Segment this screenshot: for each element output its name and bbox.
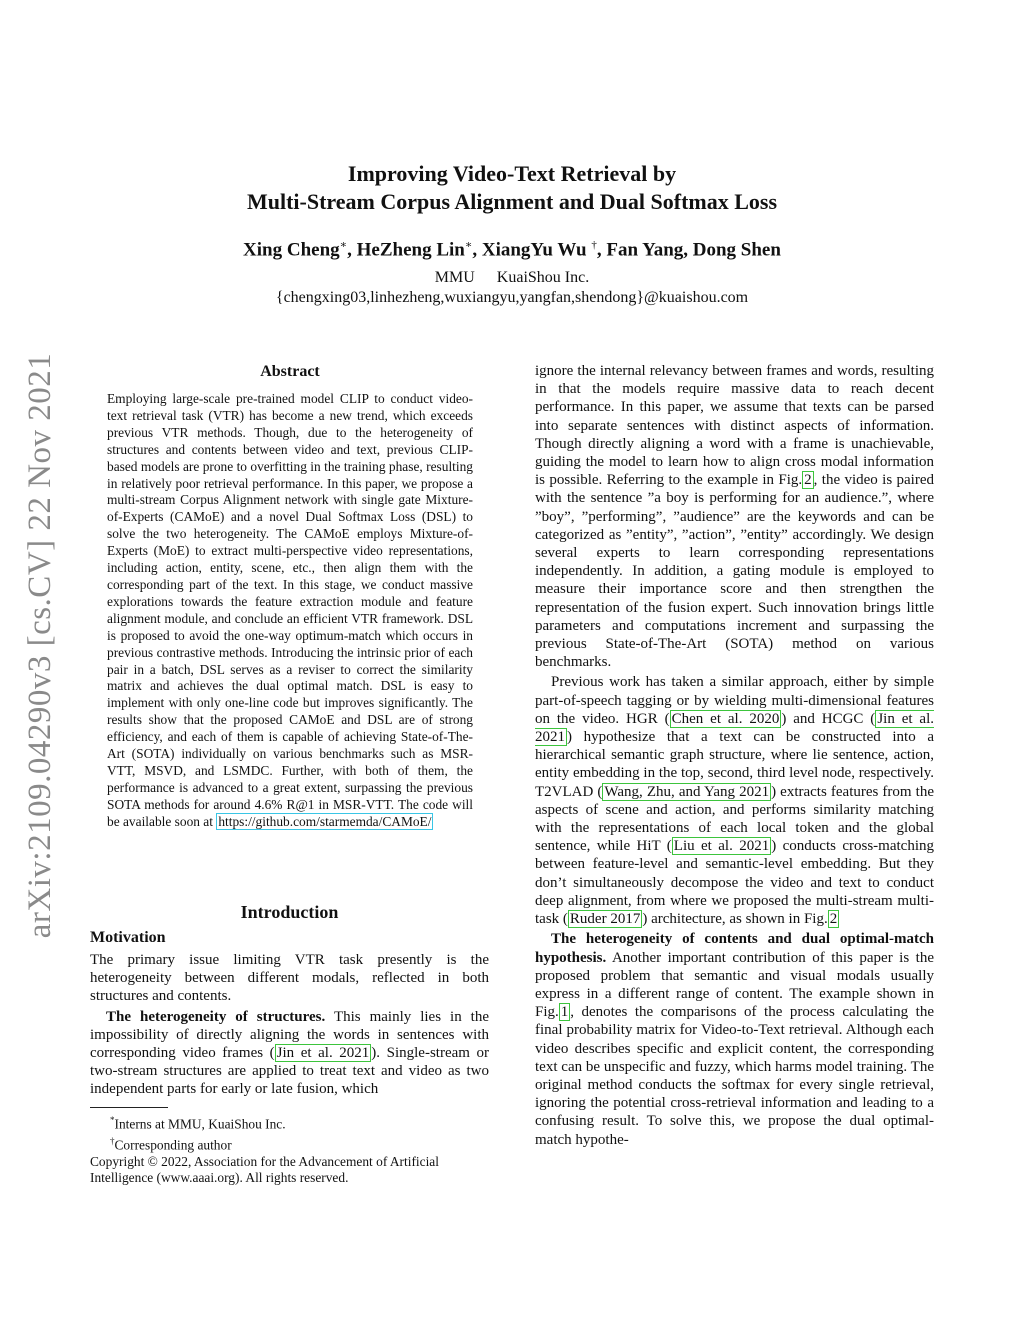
right-paragraph-2 [535,673,934,928]
figure-reference[interactable]: 2 [829,911,838,928]
footnote-1 [90,1112,489,1133]
footnote-mark: * [110,1115,115,1125]
left-column-body [90,951,489,1099]
intro-paragraph-1: The primary issue limiting VTR task presently is the heterogeneity between different modals, reflected in both structures and contents. [90,952,489,1005]
title-line-2: Multi-Stream Corpus Alignment and Dual Softmax Loss [246,189,778,214]
copyright-notice: Copyright © 2022, Association for the Advancement of Artificial Intelligence (www.aaai.org). All rights reserved. [90,1153,439,1186]
paragraph-text: , denotes the comparisons of the process calculating the final probability matrix for Video-to-Text retrieval. Although each video describes specific and explicit content, the corresponding text can be unspecific and fuzzy, which harms model training. The original method conducts the softmax for every single retrieval, ignoring the potential cross-retrieval information and leading to a confusing result. To solve this, we propose the dual optimal-match hypothe- [535,1004,934,1148]
footnote-mark: ∗ [464,239,473,251]
contents-heading: The heterogeneity of contents and dual optimal-match hypothesis. [535,931,934,966]
paragraph-text: ) conducts cross-matching between feature-level and semantic-level embedding. But they don’t simultaneously decompose the video and text to conduct deep alignment, from where we proposed the multi-stream multi-task ( [535,838,934,928]
motivation-heading: Motivation [90,929,166,946]
affiliations [0,268,1024,308]
abstract-heading: Abstract [260,363,320,380]
author-2: , HeZheng Lin [347,239,465,261]
citation-link[interactable]: Chen et al. 2020 [671,710,780,727]
author-1: Xing Cheng [243,239,340,261]
paragraph-text: ) and HCGC ( [781,710,876,727]
right-paragraph-1 [535,362,934,671]
intro-paragraph-2 [90,1008,489,1099]
paragraph-text: , the video is paired with the sentence ”a boy is performing for an audience.”, where ”boy”, ”performing”, ”audience” are the keywords and can be categorized as ”entity”, ”action”, ”entity” accordingly. We design several experts to learn corresponding representations independently. In addition, a gating module is employed to measure their importance score and then strengthen the representation of the fusion expert. Such innovation brings little parameters and computations increment and surpassing the previous State-of-The-Art (SOTA) method on various benchmarks. [535,472,935,671]
footnotes [90,1112,489,1187]
citation-link[interactable]: Wang, Zhu, and Yang 2021 [604,783,770,800]
paragraph-text: ) hypothesize that a text can be constructed into a hierarchical semantic graph structure, where lie sentence, action, entity embedding in the top, second, third level node, respectively. T2VLAD ( [535,729,934,800]
figure-reference[interactable]: 2 [804,472,812,489]
paragraph-text: ) architecture, as shown in Fig. [642,911,828,928]
affiliation-kuaishou: KuaiShou Inc. [496,269,590,287]
citation-link[interactable]: Ruder 2017 [569,911,641,928]
author-3: , XiangYu Wu [472,239,587,261]
footnote-2 [90,1133,489,1154]
arxiv-sidebar [8,345,74,945]
author-list [0,238,1024,261]
author-emails: {chengxing03,linhezheng,wuxiangyu,yangfan,shendong}@kuaishou.com [275,289,749,307]
structures-heading: The heterogeneity of structures. [106,1008,326,1025]
right-paragraph-3 [535,930,934,1148]
right-column-body [535,362,934,1149]
footnote-mark: † [591,239,597,251]
paper-header [0,160,1024,308]
paper-title [0,160,1024,216]
paragraph-text: This mainly lies in the impossibility of directly aligning the words in sentences with corresponding video frames ( [90,1008,489,1062]
paragraph-text: ignore the internal relevancy between frames and words, resulting in that the models require massive data to reach decent performance. In this paper, we assume that texts can be parsed into separate sentences with distinct aspects of information. Though directly aligning a word with a frame is unachievable, guiding the model to learn how to align cross modal information is possible. Referring to the example in Fig. [535,363,934,489]
figure-reference[interactable]: 1 [560,1004,569,1021]
title-line-1: Improving Video-Text Retrieval by [347,161,677,186]
code-link[interactable]: https://github.com/starmemda/CAMoE/ [218,813,432,829]
paragraph-text: ) extracts features from the aspects of scene and action, and performs similarity matching with the representations of each local token and the global sentence, while HiT ( [535,783,934,855]
author-4: , Fan Yang, Dong Shen [596,239,781,261]
abstract-body [107,391,473,831]
abstract-text: Employing large-scale pre-trained model CLIP to conduct video-text retrieval task (VTR) has become a new trend, which exceeds previous VTR methods. Though, due to the heterogeneity of structures and contents between video and text, previous CLIP-based models are prone to overfitting in the training phase, resulting in relatively poor retrieval performance. In this paper, we propose a multi-stream Corpus Alignment network with single gate Mixture-of-Experts (CAMoE) and a novel Dual Softmax Loss (DSL) to solve the two heterogeneity. The CAMoE employs Mixture-of-Experts (MoE) to extract multi-perspective video representations, including action, entity, scene, etc., then align them with the corresponding part of the text. In this stage, we conduct massive explorations towards the feature extraction module and feature alignment module, and conclude an efficient VTR framework. DSL is proposed to avoid the one-way optimum-match which occurs in previous contrastive methods. Introducing the intrinsic prior of each pair in a batch, DSL serves as a reviser to correct the similarity matrix and achieves the dual optimal match. DSL is easy to implement with only one-line code but improves significantly. The results show that the proposed CAMoE and DSL are of strong efficiency, and each of them is capable of achieving State-of-The-Art (SOTA) individually on various benchmarks such as MSR-VTT, MSVD, and LSMDC. Further, with both of them, the performance is advanced to a great extent, surpassing the previous SOTA methods for around 4.6% R@1 in MSR-VTT. The code will be available soon at [107,391,473,829]
arxiv-identifier: arXiv:2109.04290v3 [cs.CV] 22 Nov 2021 [22,352,59,938]
citation-link[interactable]: Jin et al. 2021 [535,710,934,746]
paragraph-text: Another important contribution of this paper is the proposed problem that semantic and visual modals usually express in a different range of content. The example shown in Fig. [535,949,934,1021]
footnote-mark: ∗ [339,239,348,251]
paragraph-text: Previous work has taken a similar approach, either by simple part-of-speech tagging or by wielding multi-dimensional features on the video. HGR ( [535,674,934,727]
footnote-text: Interns at MMU, KuaiShou Inc. [114,1116,286,1132]
abstract-section [107,363,473,831]
footnote-mark: † [110,1135,115,1146]
footnote-divider [90,1107,168,1108]
citation-link[interactable]: Jin et al. 2021 [276,1045,370,1062]
citation-link[interactable]: Liu et al. 2021 [673,838,770,855]
paragraph-text: ). Single-stream or two-stream structures are applied to treat text and video as two independent parts for early or late fusion, which [90,1045,489,1098]
affiliation-mmu: MMU [434,269,475,287]
footnote-text: Corresponding author [114,1137,232,1153]
introduction-heading: Introduction [240,902,339,922]
